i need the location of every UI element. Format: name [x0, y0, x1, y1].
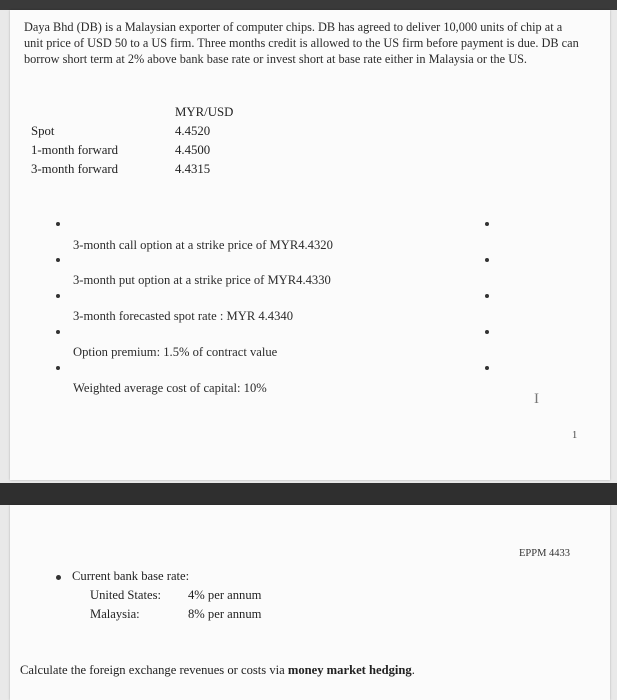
bullet-put-option: 3-month put option at a strike price of MYR4.4330	[73, 273, 331, 287]
rate-column-header: MYR/USD	[175, 105, 234, 119]
base-rate-title: Current bank base rate:	[72, 569, 190, 583]
rate-label: Spot	[31, 124, 55, 138]
question-emphasis: money market hedging	[287, 663, 412, 677]
base-rate-row-malaysia	[90, 607, 261, 622]
intro-paragraph: Daya Bhd (DB) is a Malaysian exporter of computer chips. DB has agreed to deliver 10,000 units of chip at a unit price of USD 50 to a US firm. Three months credit is allowed to the US firm before payment is due. DB can borrow short term at 2% above bank base rate or invest short at base rate either in Malaysia or the US.	[24, 20, 579, 66]
question-suffix: .	[411, 663, 415, 677]
text-cursor-icon: I	[534, 391, 539, 407]
top-edge-bar	[0, 0, 617, 10]
bullet-dot-icon	[56, 366, 60, 370]
bullet-dot-icon	[485, 294, 489, 298]
rate-value: 4.4520	[175, 124, 211, 138]
bullet-option-premium: Option premium: 1.5% of contract value	[73, 345, 278, 359]
rate-row-1-month	[31, 143, 210, 158]
page-number: 1	[572, 430, 578, 441]
bullet-dot-icon	[56, 294, 60, 298]
rate-value: 4.4315	[175, 162, 211, 176]
bullet-dot-icon	[56, 575, 61, 580]
base-rate-value: 8% per annum	[188, 607, 262, 621]
bullet-dot-icon	[56, 258, 60, 262]
bullet-dot-icon	[56, 330, 60, 334]
bullet-dot-icon	[485, 366, 489, 370]
base-rate-country: United States:	[90, 588, 162, 602]
question-prefix: Calculate the foreign exchange revenues or costs via	[20, 663, 288, 677]
bullet-wacc: Weighted average cost of capital: 10%	[73, 381, 267, 395]
rate-row-spot	[31, 124, 210, 139]
rate-row-3-month	[31, 162, 210, 177]
page-gap-bar	[0, 483, 617, 505]
base-rate-value: 4% per annum	[188, 588, 262, 602]
bullet-dot-icon	[485, 222, 489, 226]
bullet-call-option: 3-month call option at a strike price of MYR4.4320	[73, 238, 333, 252]
course-code: EPPM 4433	[519, 548, 571, 559]
bullet-dot-icon	[56, 222, 60, 226]
rate-label: 1-month forward	[31, 143, 119, 157]
bullet-forecast-rate: 3-month forecasted spot rate : MYR 4.4340	[73, 309, 293, 323]
base-rate-row-us	[90, 588, 261, 603]
bullet-dot-icon	[485, 330, 489, 334]
document-page-1	[10, 10, 610, 480]
document-page-2	[10, 505, 610, 700]
bullet-dot-icon	[485, 258, 489, 262]
rate-label: 3-month forward	[31, 162, 119, 176]
rate-value: 4.4500	[175, 143, 211, 157]
question-text	[20, 663, 415, 678]
base-rate-country: Malaysia:	[90, 607, 140, 621]
